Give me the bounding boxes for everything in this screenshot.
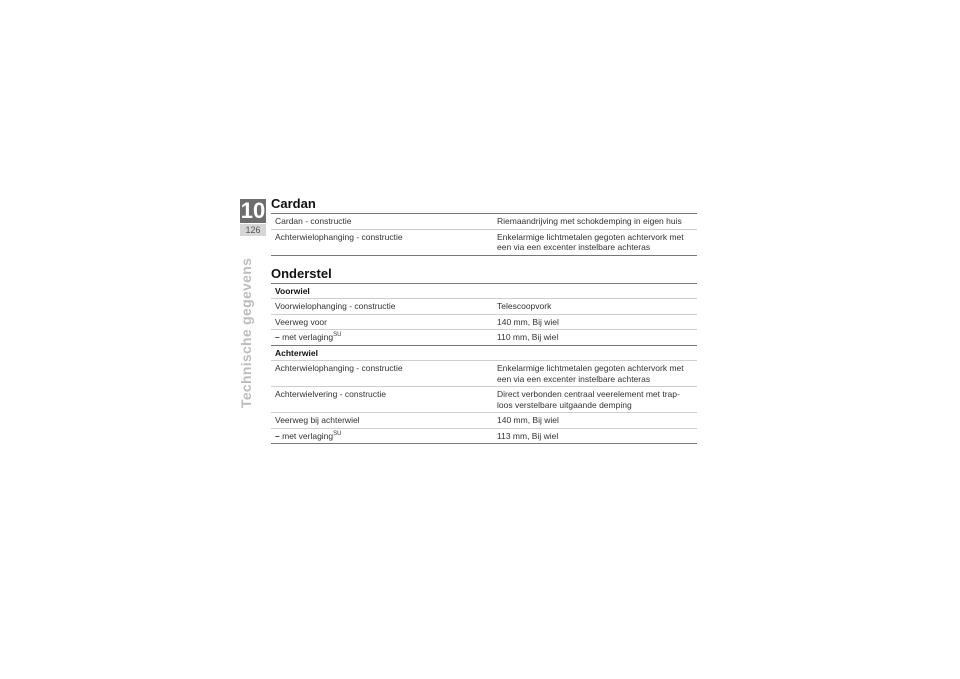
chapter-number: 10 [240, 198, 266, 223]
dash-marker: – [275, 332, 280, 342]
table-row [271, 314, 697, 330]
table-group-row [271, 283, 697, 299]
spec-value: Telescoopvork [493, 299, 697, 315]
table-row [271, 330, 697, 346]
spec-label: Achterwielophanging - constructie [271, 229, 493, 255]
spec-label: Achterwielophanging - constructie [271, 361, 493, 387]
spec-label: Veerweg voor [271, 314, 493, 330]
chapter-title: Technische gegevens [238, 257, 254, 408]
spec-label-text: met verlaging [282, 430, 334, 441]
dash-marker: – [275, 430, 280, 441]
group-label-voorwiel: Voorwiel [271, 283, 697, 299]
spec-value: Enkelarmige lichtmetalen gegoten achtervork met een via een excenter instelbare achteras [493, 229, 697, 255]
spec-label [271, 428, 493, 444]
spec-value: 140 mm, Bij wiel [493, 413, 697, 429]
option-superscript: SU [333, 332, 342, 338]
table-group-row [271, 345, 697, 361]
table-row [271, 413, 697, 429]
spec-value: Riemaandrijving met schokdemping in eigen huis [493, 214, 697, 230]
spec-value: Direct verbonden centraal veerelement met trap-loos verstelbare uitgaande demping [493, 387, 697, 413]
page-number: 126 [240, 224, 266, 236]
spec-value: 110 mm, Bij wiel [493, 330, 697, 346]
option-superscript: SU [333, 430, 342, 437]
table-row [271, 214, 697, 230]
cardan-table [271, 213, 697, 256]
table-row [271, 387, 697, 413]
onderstel-table [271, 283, 697, 445]
section-heading-cardan: Cardan [271, 196, 316, 211]
table-row [271, 299, 697, 315]
spec-value: Enkelarmige lichtmetalen gegoten achtervork met een via een excenter instelbare achteras [493, 361, 697, 387]
spec-value: 113 mm, Bij wiel [493, 428, 697, 444]
group-label-achterwiel: Achterwiel [271, 345, 697, 361]
spec-content [271, 195, 697, 444]
spec-label: Achterwielvering - constructie [271, 387, 493, 413]
table-row [271, 361, 697, 387]
section-heading-onderstel: Onderstel [271, 265, 332, 281]
spec-label-text: met verlaging [282, 332, 334, 342]
spec-label [271, 330, 493, 346]
spec-label: Voorwielophanging - constructie [271, 299, 493, 315]
chapter-marker [240, 199, 266, 236]
table-row [271, 229, 697, 255]
spec-label: Veerweg bij achterwiel [271, 413, 493, 429]
table-row [271, 428, 697, 444]
spec-label: Cardan - constructie [271, 214, 493, 230]
spec-value: 140 mm, Bij wiel [493, 314, 697, 330]
